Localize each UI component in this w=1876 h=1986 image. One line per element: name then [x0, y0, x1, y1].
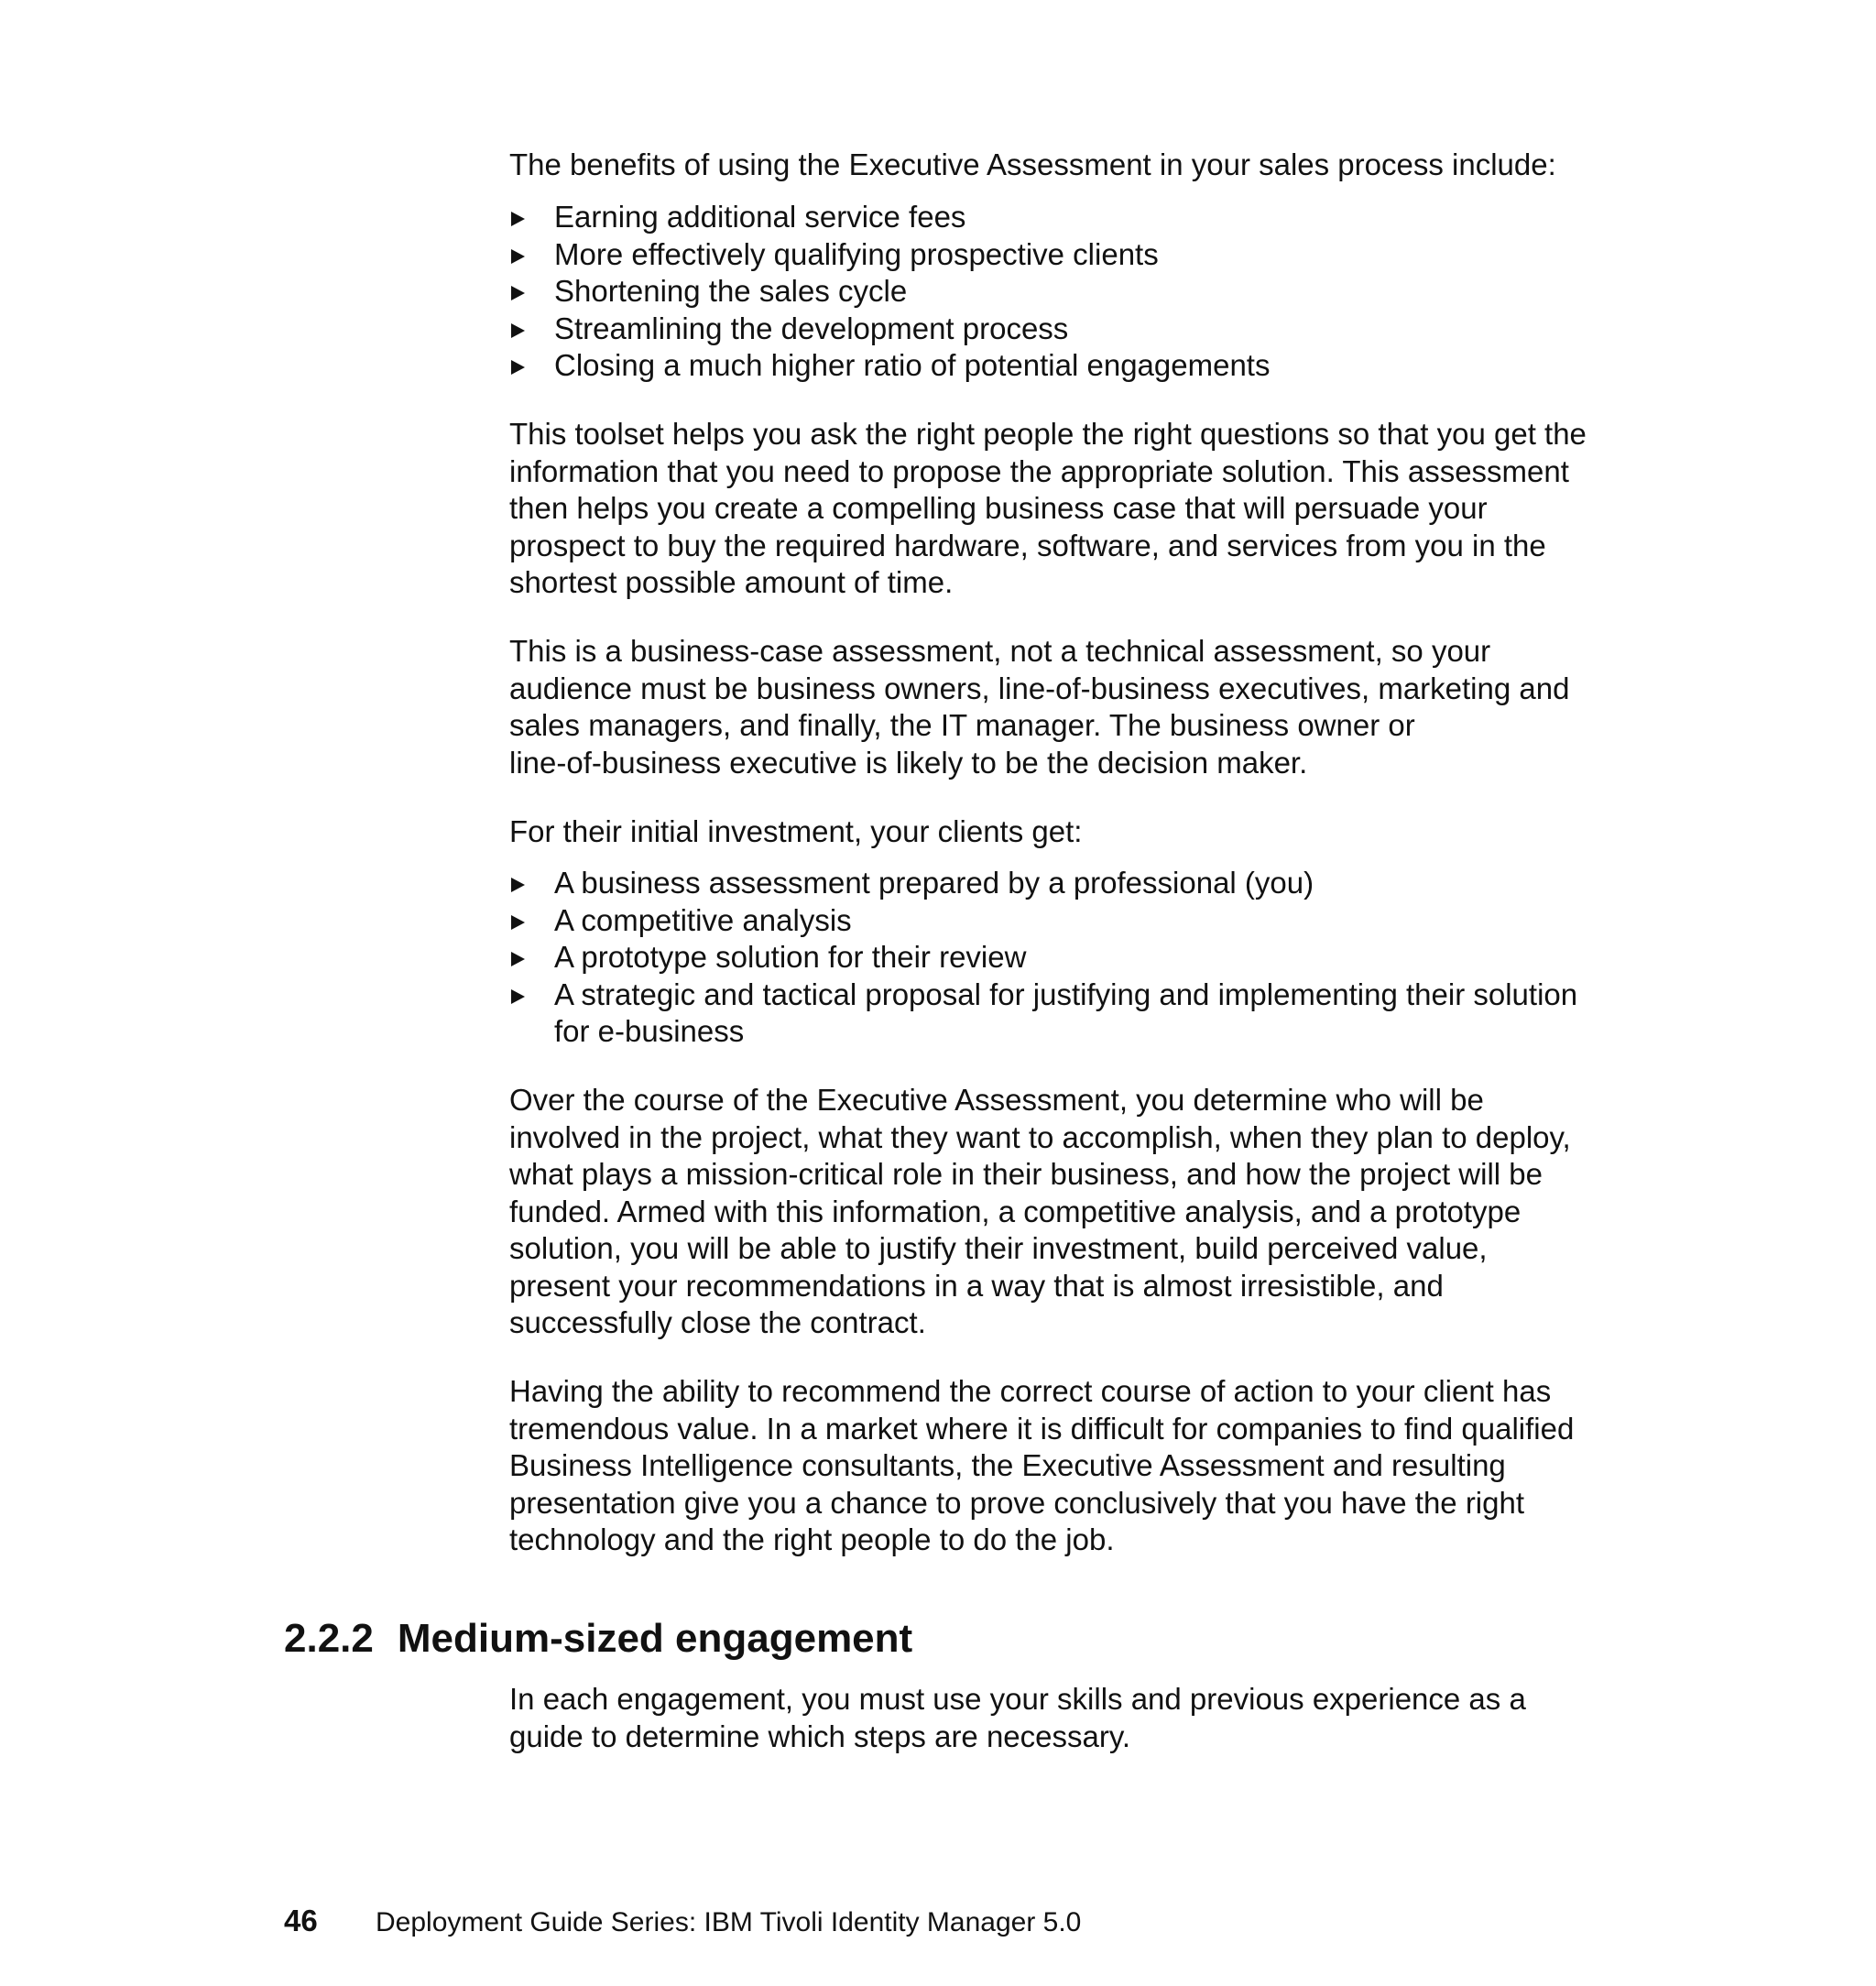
investment-intro: For their initial investment, your clients get:	[509, 814, 1083, 848]
paragraph-line: This is a business-case assessment, not a technical assessment, so your	[509, 634, 1491, 668]
section-title: Medium-sized engagement	[397, 1616, 913, 1661]
list-item-text: A business assessment prepared by a professional (you)	[554, 866, 1314, 900]
triangle-bullet-icon	[511, 952, 525, 966]
paragraph-line: sales managers, and finally, the IT manager. The business owner or	[509, 708, 1415, 742]
list-item	[509, 236, 1627, 274]
paragraph-line: technology and the right people to do the job.	[509, 1522, 1115, 1556]
paragraph-line: what plays a mission-critical role in their business, and how the project will be	[509, 1157, 1543, 1191]
benefits-list	[509, 199, 1627, 385]
list-item	[509, 977, 1627, 1051]
course-paragraph	[509, 1082, 1627, 1342]
list-item-text: Closing a much higher ratio of potential engagements	[554, 348, 1271, 382]
list-item-text: Earning additional service fees	[554, 200, 966, 234]
paragraph-line: In each engagement, you must use your skills and previous experience as a	[509, 1682, 1526, 1716]
business-case-paragraph	[509, 633, 1627, 781]
paragraph-line: Business Intelligence consultants, the Executive Assessment and resulting	[509, 1448, 1506, 1482]
paragraph-line: shortest possible amount of time.	[509, 565, 954, 599]
list-item	[509, 347, 1627, 385]
toolset-paragraph	[509, 416, 1627, 602]
list-item-text: Shortening the sales cycle	[554, 274, 908, 308]
paragraph-line: presentation give you a chance to prove conclusively that you have the right	[509, 1485, 1525, 1520]
triangle-bullet-icon	[511, 212, 525, 226]
paragraph-line: prospect to buy the required hardware, software, and services from you in the	[509, 528, 1546, 562]
list-item	[509, 199, 1627, 236]
paragraph-line: present your recommendations in a way that is almost irresistible, and	[509, 1268, 1444, 1303]
triangle-bullet-icon	[511, 989, 525, 1004]
paragraph-line: tremendous value. In a market where it is difficult for companies to find qualified	[509, 1411, 1575, 1446]
paragraph-line: involved in the project, what they want to accomplish, when they plan to deploy,	[509, 1119, 1571, 1154]
list-item-text: More effectively qualifying prospective clients	[554, 236, 1159, 271]
paragraph-line: This toolset helps you ask the right people the right questions so that you get the	[509, 417, 1587, 451]
paragraph-line: Having the ability to recommend the correct course of action to your client has	[509, 1374, 1552, 1408]
section-number: 2.2.2	[284, 1616, 374, 1661]
triangle-bullet-icon	[511, 286, 525, 300]
ability-paragraph	[509, 1373, 1627, 1559]
book-title: Deployment Guide Series: IBM Tivoli Identity Manager 5.0	[376, 1907, 1082, 1937]
paragraph-line: Over the course of the Executive Assessment, you determine who will be	[509, 1083, 1484, 1117]
list-item-text: Streamlining the development process	[554, 311, 1069, 345]
triangle-bullet-icon	[511, 878, 525, 892]
list-item	[509, 311, 1627, 348]
list-item-text: A strategic and tactical proposal for justifying and implementing their solution	[554, 977, 1578, 1011]
deliverables-list	[509, 865, 1627, 1051]
page-footer	[284, 1904, 1081, 1939]
triangle-bullet-icon	[511, 323, 525, 338]
paragraph-line: solution, you will be able to justify their investment, build perceived value,	[509, 1231, 1488, 1265]
list-item	[509, 939, 1627, 977]
list-item-text: for e-business	[554, 1014, 745, 1048]
paragraph-line: guide to determine which steps are necessary.	[509, 1719, 1131, 1753]
triangle-bullet-icon	[511, 249, 525, 264]
list-item-text: A prototype solution for their review	[554, 940, 1027, 974]
triangle-bullet-icon	[511, 360, 525, 375]
list-item-text: A competitive analysis	[554, 902, 852, 937]
section-intro-paragraph	[509, 1681, 1627, 1755]
paragraph-line: line-of-business executive is likely to be the decision maker.	[509, 745, 1308, 780]
list-item	[509, 273, 1627, 311]
list-item	[509, 902, 1627, 940]
list-item	[509, 865, 1627, 902]
paragraph-line: audience must be business owners, line-of-business executives, marketing and	[509, 671, 1570, 705]
section-heading	[284, 1614, 912, 1664]
paragraph-line: information that you need to propose the appropriate solution. This assessment	[509, 453, 1569, 488]
paragraph-line: then helps you create a compelling business case that will persuade your	[509, 491, 1488, 525]
page-number: 46	[284, 1904, 318, 1937]
paragraph-line: successfully close the contract.	[509, 1305, 926, 1339]
benefits-intro: The benefits of using the Executive Assessment in your sales process include:	[509, 147, 1556, 181]
paragraph-line: funded. Armed with this information, a competitive analysis, and a prototype	[509, 1194, 1522, 1228]
triangle-bullet-icon	[511, 915, 525, 930]
